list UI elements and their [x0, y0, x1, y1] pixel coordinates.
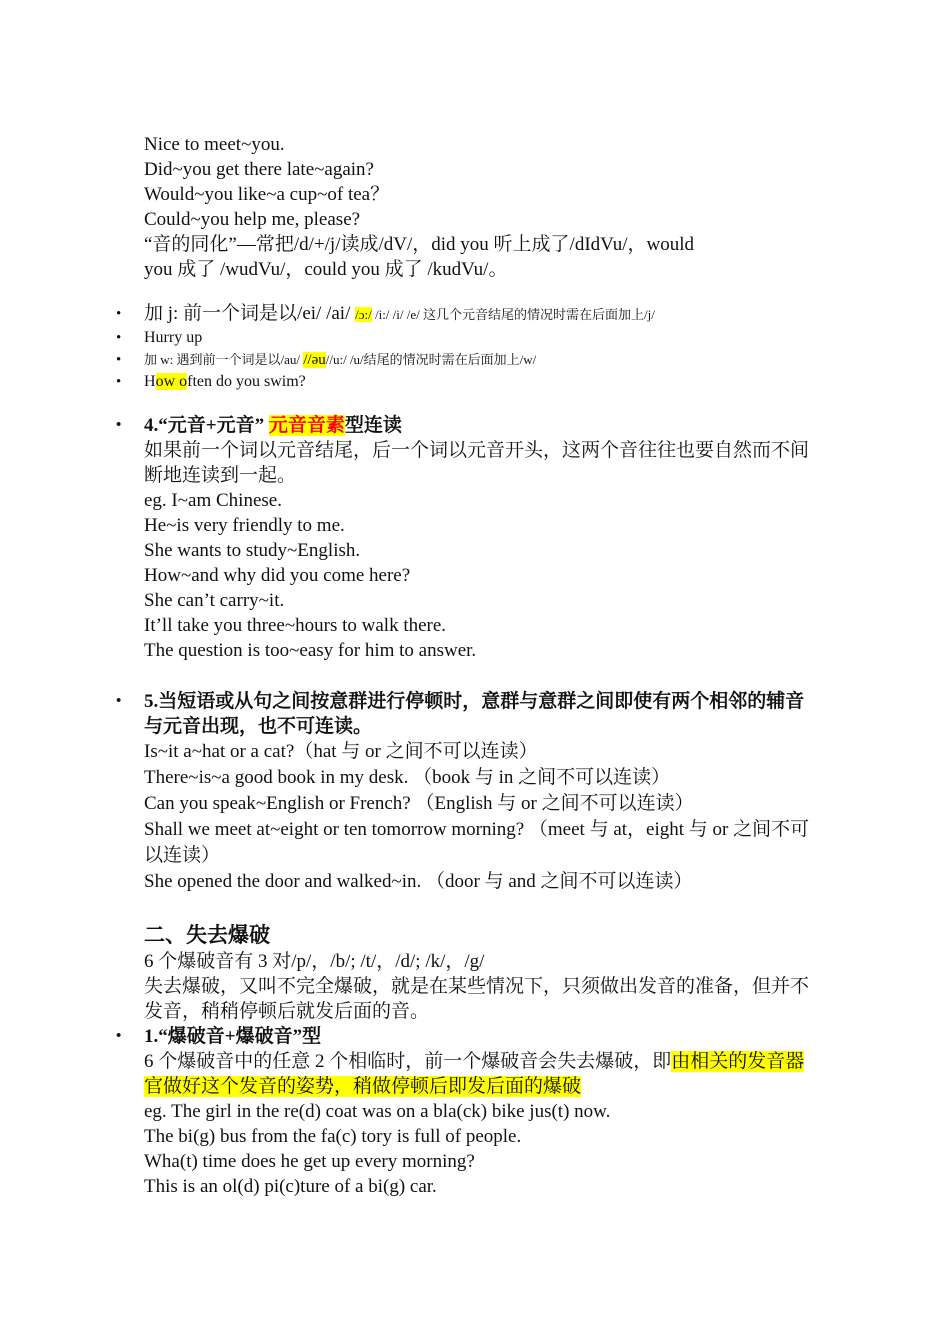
bullet-item-add-j — [144, 302, 814, 327]
spacer — [144, 282, 814, 302]
highlighted-text: 由相关的发音器官做好这个发音的姿势，稍做停顿后即发后面的爆破 — [144, 1051, 805, 1097]
plosive-count-line: 6 个爆破音有 3 对/p/，/b/; /t/，/d/; /k/，/g/ — [144, 951, 485, 972]
example-line: Nice to meet~you. — [144, 134, 285, 155]
example-line: How~and why did you come here? — [144, 565, 411, 586]
bullet-item-how-often — [144, 371, 814, 393]
example-line: This is an ol(d) pi(c)ture of a bi(g) car. — [144, 1176, 437, 1197]
bullet-item-add-w — [144, 349, 814, 371]
assimilation-note: “音的同化”—常把/d/+/j/读成/dV/，did you 听上成了/dIdVu/，would — [144, 234, 694, 255]
section-4-desc: 如果前一个词以元音结尾，后一个词以元音开头，这两个音往往也要自然而不间断地连读到一起。 — [144, 440, 810, 486]
document-body — [144, 132, 814, 1199]
example-line: She wants to study~English. — [144, 540, 361, 561]
highlighted-title: 元音音素 — [268, 415, 345, 436]
example-line: Can you speak~English or French? （English 与 or 之间不可以连读） — [144, 793, 694, 814]
bullet-text: H — [144, 373, 156, 390]
subsection-1-title: • 1.“爆破音+爆破音”型 — [144, 1024, 814, 1049]
section-title-text: 4.“元音+元音” — [144, 415, 269, 436]
section-title-text: 型连读 — [344, 415, 402, 436]
spacer — [144, 895, 814, 921]
example-line: Is~it a~hat or a cat?（hat 与 or 之间不可以连读） — [144, 741, 538, 762]
bullet-text: ften do you swim? — [187, 373, 306, 390]
bullet-text: /i:/ /i/ /e/ 这几个元音结尾的情况时需在后面加上/j/ — [371, 307, 655, 322]
example-line: Wha(t) time does he get up every morning? — [144, 1151, 475, 1172]
example-line: Did~you get there late~again? — [144, 159, 374, 180]
spacer — [144, 393, 814, 413]
example-line: Could~you help me, please? — [144, 209, 361, 230]
bullet-text: 加 j: 前一个词是以/ei/ /ai/ — [144, 303, 356, 324]
assimilation-note-cont: you 成了 /wudVu/，could you 成了 /kudVu/。 — [144, 259, 508, 280]
example-line: Would~you like~a cup~of tea？ — [144, 184, 390, 205]
bullet-item-hurry-up: • Hurry up — [144, 327, 814, 349]
highlighted-phoneme: //əu — [303, 352, 326, 368]
example-line: She can’t carry~it. — [144, 590, 285, 611]
example-line: There~is~a good book in my desk. （book 与 in 之间不可以连读） — [144, 767, 671, 788]
example-line: The question is too~easy for him to answer. — [144, 640, 477, 661]
spacer — [144, 663, 814, 689]
highlighted-phoneme: /ɔ:/ — [355, 307, 372, 322]
bullet-text: 加 w: 遇到前一个词是以/au/ — [144, 352, 304, 367]
section-5-title: • 5.当短语或从句之间按意群进行停顿时，意群与意群之间即使有两个相邻的辅音与元音出现，也不可连读。 — [144, 689, 814, 739]
example-line: It’ll take you three~hours to walk there. — [144, 615, 447, 636]
highlighted-text: ow o — [155, 373, 188, 390]
example-line: The bi(g) bus from the fa(c) tory is full of people. — [144, 1126, 522, 1147]
example-line: eg. I~am Chinese. — [144, 490, 282, 511]
section-4-title — [144, 413, 814, 438]
loss-of-plosion-desc: 失去爆破，又叫不完全爆破，就是在某些情况下，只须做出发音的准备，但并不发音，稍稍停顿后就发后面的音。 — [144, 976, 810, 1022]
example-line: Shall we meet at~eight or ten tomorrow morning? （meet 与 at，eight 与 or 之间不可以连读） — [144, 819, 810, 866]
subsection-1-desc — [144, 1049, 814, 1099]
part-2-heading: 二、失去爆破 — [144, 923, 270, 947]
bullet-text: //u:/ /u/结尾的情况时需在后面加上/w/ — [325, 352, 537, 367]
example-line: She opened the door and walked~in. （door 与 and 之间不可以连读） — [144, 871, 693, 892]
desc-text: 6 个爆破音中的任意 2 个相临时，前一个爆破音会失去爆破，即 — [144, 1051, 672, 1072]
example-line: eg. The girl in the re(d) coat was on a bla(ck) bike jus(t) now. — [144, 1101, 611, 1122]
example-line: He~is very friendly to me. — [144, 515, 345, 536]
